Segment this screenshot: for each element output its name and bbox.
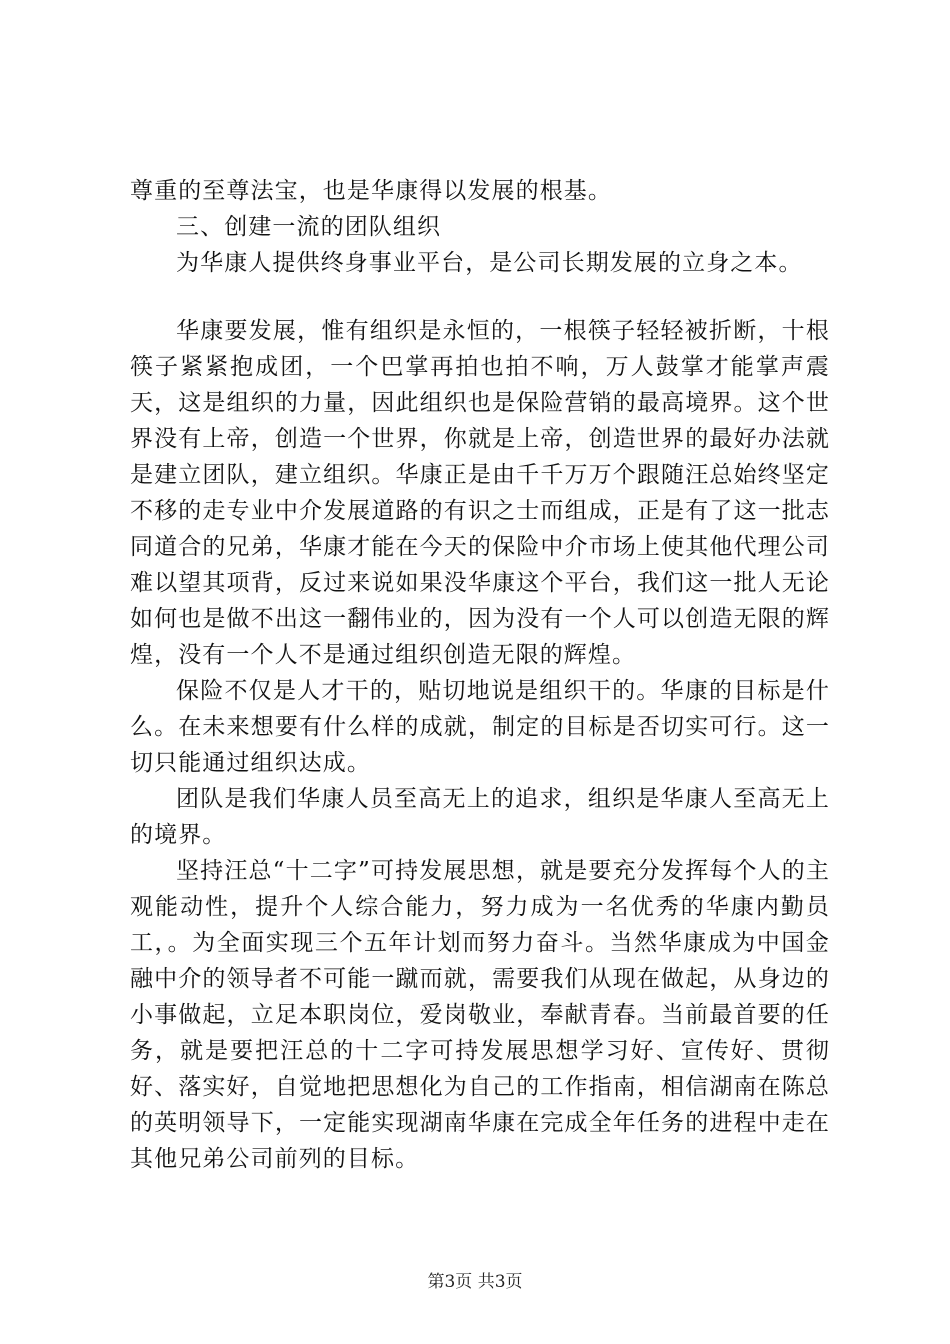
paragraph: 团队是我们华康人员至高无上的追求，组织是华康人至高无上的境界。 [130,786,830,848]
paragraph-spacer [130,281,830,313]
paragraph: 为华康人提供终身事业平台，是公司长期发展的立身之本。 [176,250,803,276]
page-footer: 第3页 共3页 [427,1272,523,1292]
document-body [130,173,830,1177]
section-heading: 三、创建一流的团队组织 [176,214,442,240]
paragraph: 华康要发展，惟有组织是永恒的，一根筷子轻轻被折断，十根筷子紧紧抱成团，一个巴掌再拍也拍不响，万人鼓掌才能掌声震天，这是组织的力量，因此组织也是保险营销的最高境界。这个世界没有上帝，创造一个世界，你就是上帝，创造世界的最好办法就是建立团队，建立组织。华康正是由千千万万个跟随汪总始终坚定不移的走专业中介发展道路的有识之士而组成，正是有了这一批志同道合的兄弟，华康才能在今天的保险中介市场上使其他代理公司难以望其项背，反过来说如果没华康这个平台，我们这一批人无论如何也是做不出这一翻伟业的，因为没有一个人可以创造无限的辉煌，没有一个人不是通过组织创造无限的辉煌。 [130,318,830,668]
paragraph: 保险不仅是人才干的，贴切地说是组织干的。华康的目标是什么。在未来想要有什么样的成就，制定的目标是否切实可行。这一切只能通过组织达成。 [130,678,830,776]
paragraph: 坚持汪总“十二字”可持发展思想，就是要充分发挥每个人的主观能动性，提升个人综合能力，努力成为一名优秀的华康内勤员工，。为全面实现三个五年计划而努力奋斗。当然华康成为中国金融中介的领导者不可能一蹴而就，需要我们从现在做起，从身边的小事做起，立足本职岗位，爱岗敬业，奉献青春。当前最首要的任务，就是要把汪总的十二字可持发展思想学习好、宣传好、贯彻好、落实好，自觉地把思想化为自己的工作指南，相信湖南在陈总的英明领导下，一定能实现湖南华康在完成全年任务的进程中走在其他兄弟公司前列的目标。 [130,858,830,1172]
paragraph-continuation: 尊重的至尊法宝，也是华康得以发展的根基。 [130,178,612,204]
